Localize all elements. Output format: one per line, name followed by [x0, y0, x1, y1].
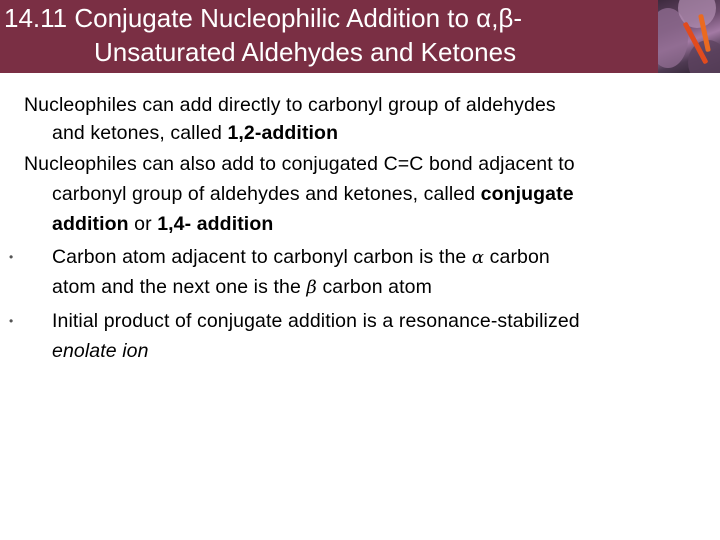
- paragraph-2-line-1: Nucleophiles can also add to conjugated C=C bond adjacent to: [24, 153, 575, 175]
- bullet-icon: •: [9, 250, 14, 264]
- term-1-4-addition: 1,4- addition: [157, 213, 274, 235]
- bullet-2-line-1: Initial product of conjugate addition is a resonance-stabilized: [52, 310, 580, 332]
- bullet-icon: •: [9, 314, 14, 328]
- slide-body: [0, 90, 720, 540]
- slide-title-line2: Unsaturated Aldehydes and Ketones: [94, 37, 517, 67]
- title-bar: [0, 0, 658, 73]
- bullet-1-line-1: Carbon atom adjacent to carbonyl carbon is the α carbon: [52, 246, 550, 268]
- term-conjugate: conjugate: [480, 183, 574, 205]
- paragraph-1-line-2: and ketones, called 1,2-addition: [52, 122, 339, 144]
- bullet-2-line-2: [52, 336, 149, 367]
- term-addition: addition: [52, 213, 129, 235]
- term-1-2-addition: 1,2-addition: [227, 122, 339, 144]
- alpha-symbol: α: [471, 247, 485, 268]
- paragraph-2-line-2: carbonyl group of aldehydes and ketones, called conjugate: [52, 183, 574, 205]
- beta-symbol: β: [306, 277, 317, 298]
- bullet-1-line-2: atom and the next one is the β carbon atom: [52, 276, 432, 298]
- saffron-flower-image: [658, 0, 720, 73]
- paragraph-1-line-1: Nucleophiles can add directly to carbonyl group of aldehydes: [24, 94, 556, 116]
- slide-title-line1: 14.11 Conjugate Nucleophilic Addition to α,β-: [4, 3, 523, 33]
- term-enolate-ion: enolate ion: [52, 340, 149, 362]
- paragraph-2-line-3: addition or 1,4- addition: [52, 213, 274, 235]
